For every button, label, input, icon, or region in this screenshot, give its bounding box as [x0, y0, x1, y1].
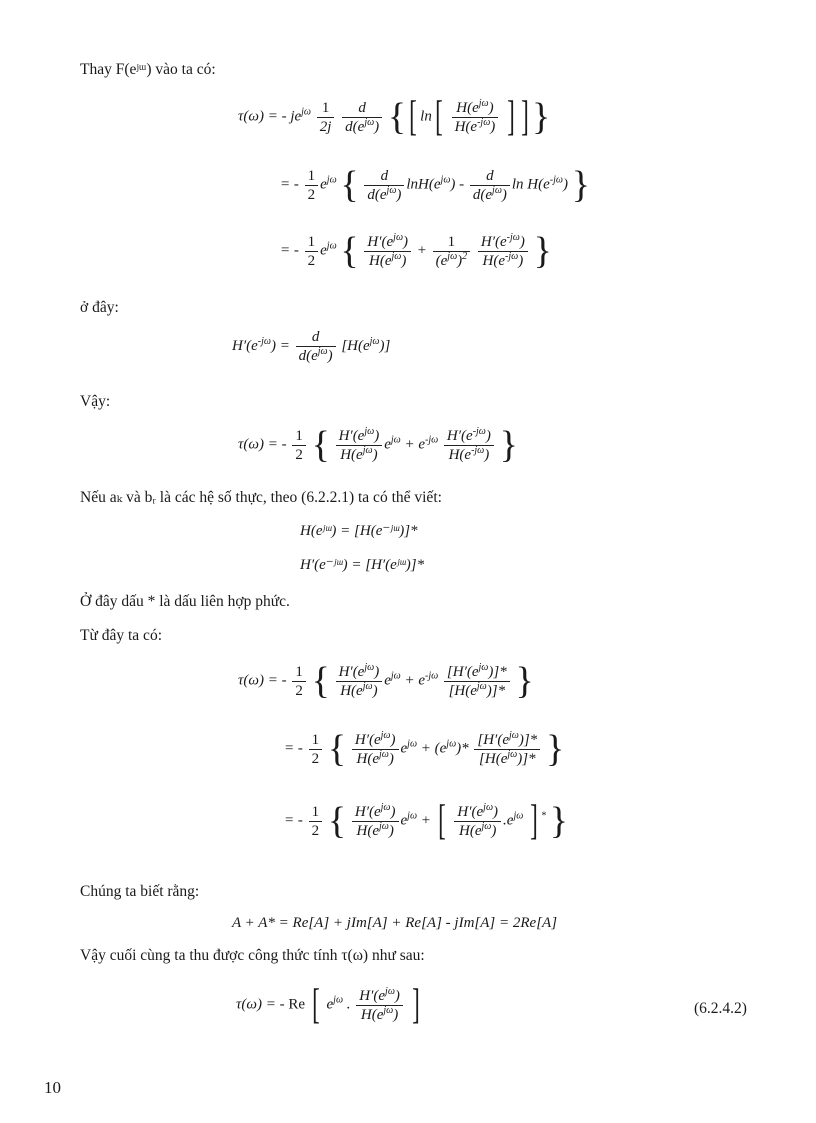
equation-conjugate-2: H′(e⁻ʲᵚ) = [H′(eʲᵚ)]*	[300, 557, 425, 573]
paragraph-we-know: Chúng ta biết rằng:	[80, 883, 200, 900]
page-number: 10	[44, 1078, 61, 1097]
equation-tau-line2: = - $\frac{1}{2}$ $e^{j\omega}$ { $\frac{d}{d(e^{j\omega})}$ $\ln H(e^{j\omega})$ - $\frac{d}{d(e^{j\omega})}$ $\ln H(e^{-j\omega})$ }	[280, 164, 590, 206]
paragraph-conjugate-note: Ở đây dấu * là dấu liên hợp phức.	[80, 593, 290, 610]
paragraph-from-here: Từ đây ta có:	[80, 627, 162, 644]
equation-tau-line3: = - $\frac{1}{2}$ $e^{j\omega}$ { $\frac{H'(e^{j\omega})}{H(e^{j\omega})}$ + $\frac{1}{(e^{j\omega})^2}$ $\frac{H'(e^{-j\omega})}{H(e^{-j\omega})}$ }	[280, 230, 552, 272]
equation-tau-line5: = - $\frac{1}{2}$ { $\frac{H'(e^{j\omega})}{H(e^{j\omega})}$ $e^{j\omega} + (e^{j\omega})*$ $\frac{[H'(e^{j\omega})]*}{[H(e^{j\omega})]*}$ }	[284, 728, 565, 770]
equation-tau-line6: = - $\frac{1}{2}$ { $\frac{H'(e^{j\omega})}{H(e^{j\omega})}$ $e^{j\omega}$ + [ $\frac{H'(e^{j\omega})}{H(e^{j\omega})}$ $.e^{j\omega}$ ] * }	[284, 798, 569, 844]
paragraph-final: Vậy cuối cùng ta thu được công thức tính τ(ω) như sau:	[80, 947, 425, 964]
equation-final: τ(ω) = - Re [ $e^{j\omega}$ . $\frac{H'(e^{j\omega})}{H(e^{j\omega})}$ ]	[236, 982, 420, 1028]
paragraph-substitute: Thay F(eʲᵚ) vào ta có:	[80, 61, 216, 78]
equation-tau-line1: τ(ω) = - $je^{j\omega}$ $\frac{1}{2j}$ $\frac{d}{d(e^{j\omega})}$ {[ ln[ $\frac{H(e^{j\omega})}{H(e^{-j\omega})}$ ] ]}	[238, 94, 551, 140]
equation-tau-result1: τ(ω) = - $\frac{1}{2}$ { $\frac{H'(e^{j\omega})}{H(e^{j\omega})}$ $e^{j\omega} + e^{-j\omega}$ $\frac{H'(e^{-j\omega})}{H(e^{-j\omega})}$ }	[238, 424, 518, 466]
equation-derivative-def: $H'(e^{-j\omega})$ = $\frac{d}{d(e^{j\omega})}$ $[H(e^{j\omega})]$	[232, 329, 391, 364]
equation-tau-line4: τ(ω) = - $\frac{1}{2}$ { $\frac{H'(e^{j\omega})}{H(e^{j\omega})}$ $e^{j\omega} + e^{-j\omega}$ $\frac{[H'(e^{j\omega})]*}{[H(e^{j\omega})]*}$ }	[238, 660, 534, 702]
equation-identity: A + A* = Re[A] + jIm[A] + Re[A] - jIm[A] = 2Re[A]	[232, 915, 558, 931]
paragraph-so: Vậy:	[80, 393, 111, 410]
paragraph-if-real: Nếu aₖ và bᵣ là các hệ số thực, theo (6.2.2.1) ta có thể viết:	[80, 489, 442, 506]
equation-conjugate-1: H(eʲᵚ) = [H(e⁻ʲᵚ)]*	[300, 523, 418, 539]
paragraph-where: ở đây:	[80, 299, 119, 316]
equation-number: (6.2.4.2)	[694, 1000, 747, 1017]
